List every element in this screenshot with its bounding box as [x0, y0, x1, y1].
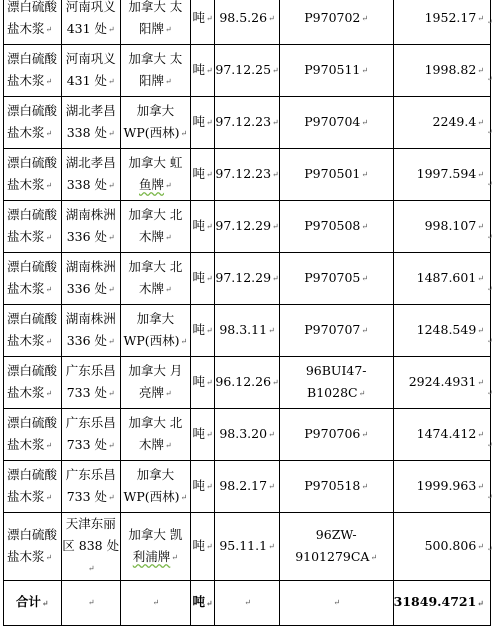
product-cell: 漂白硫酸 盐木浆↵ — [4, 461, 62, 513]
unit-text: 吨 — [192, 538, 206, 553]
brand-line-1: 加拿大 北 — [128, 259, 183, 275]
location-line-2: 336 处 — [66, 229, 108, 245]
date-cell: 97.12.25↵ — [215, 45, 279, 97]
code-text: 96ZW-9101279CA — [295, 527, 370, 564]
table-row — [4, 0, 491, 45]
row-end-marker: ↵ — [487, 180, 493, 188]
unit-cell: 吨↵ — [190, 357, 215, 409]
code-text: P970508 — [304, 218, 361, 234]
table-row — [4, 45, 491, 97]
table-row — [4, 461, 491, 513]
date-text: 98.3.20 — [219, 426, 268, 442]
location-line-2: 336 处 — [66, 281, 108, 297]
brand-line-1: 加拿大 北 — [128, 415, 183, 431]
row-end-marker: ↵ — [487, 545, 493, 553]
code-cell: 96ZW-9101279CA↵ — [279, 513, 393, 581]
product-line-1: 漂白硫酸 — [7, 363, 58, 379]
location-line-2: 733 处 — [66, 437, 108, 453]
product-cell: 漂白硫酸 盐木浆↵ — [4, 201, 62, 253]
amount-cell: 1952.17↵ — [393, 0, 490, 45]
total-amount: 31849.4721 — [393, 594, 477, 610]
total-label: 合计 — [15, 594, 41, 610]
brand-cell: 加拿大 凯 利浦牌↵ — [120, 513, 190, 581]
brand-cell: 加拿大 虹 鱼牌↵ — [120, 149, 190, 201]
code-cell: P970508↵ — [279, 201, 393, 253]
code-text: P970702 — [304, 10, 361, 26]
code-cell: P970707↵ — [279, 305, 393, 357]
product-line-2: 盐木浆 — [7, 333, 45, 349]
unit-text: 吨 — [192, 218, 206, 234]
location-cell: 湖南株洲 336 处↵ — [61, 253, 120, 305]
amount-text: 500.806 — [424, 538, 477, 553]
brand-line-2: WP(西林) — [123, 125, 180, 141]
location-line-2: 733 处 — [66, 385, 108, 401]
location-cell: 广东乐昌 733 处↵ — [61, 357, 120, 409]
brand-cell: 加拿大 太 阳牌↵ — [120, 0, 190, 45]
unit-text: 吨 — [192, 374, 206, 390]
brand-cell: 加拿大 北 木牌↵ — [120, 409, 190, 461]
location-cell: 湖南株洲 336 处↵ — [61, 201, 120, 253]
date-cell: 96.12.26↵ — [215, 357, 279, 409]
date-cell: 97.12.29↵ — [215, 201, 279, 253]
product-line-2: 盐木浆 — [7, 489, 45, 505]
product-line-2: 盐木浆 — [7, 21, 45, 37]
date-cell: 98.3.20↵ — [215, 409, 279, 461]
product-line-2: 盐木浆 — [7, 385, 45, 401]
date-cell: 97.12.29↵ — [215, 253, 279, 305]
brand-line-1: 加拿大 — [136, 103, 175, 119]
code-cell: P970501↵ — [279, 149, 393, 201]
product-cell: 漂白硫酸 盐木浆↵ — [4, 513, 62, 581]
unit-cell: 吨↵ — [190, 45, 215, 97]
location-cell: 湖北孝昌 338 处↵ — [61, 97, 120, 149]
amount-text: 1487.601 — [416, 270, 477, 286]
location-line-2: 区 838 处 — [62, 538, 120, 553]
product-cell: 漂白硫酸 盐木浆↵ — [4, 409, 62, 461]
product-line-1: 漂白硫酸 — [7, 207, 58, 223]
product-line-1: 漂白硫酸 — [7, 415, 58, 431]
brand-line-2: 鱼牌 — [139, 177, 165, 193]
product-cell: 漂白硫酸 盐木浆↵ — [4, 305, 62, 357]
brand-cell: 加拿大 WP(西林)↵ — [120, 461, 190, 513]
amount-text: 1999.963 — [416, 478, 477, 494]
brand-line-2: 利浦牌 — [132, 549, 171, 564]
row-end-marker: ↵ — [487, 337, 493, 345]
product-line-1: 漂白硫酸 — [7, 155, 58, 171]
brand-line-2: 木牌 — [139, 437, 165, 453]
product-line-2: 盐木浆 — [7, 73, 45, 89]
location-line-1: 河南巩义 — [65, 0, 116, 15]
location-line-1: 湖北孝昌 — [65, 103, 116, 119]
unit-text: 吨 — [192, 10, 206, 26]
product-line-2: 盐木浆 — [7, 125, 45, 141]
brand-line-1: 加拿大 — [136, 311, 175, 327]
product-cell: 漂白硫酸 盐木浆↵ — [4, 0, 62, 45]
product-line-2: 盐木浆 — [7, 229, 45, 245]
table-row — [4, 409, 491, 461]
brand-line-2: 阳牌 — [139, 21, 165, 37]
product-line-1: 漂白硫酸 — [7, 0, 58, 15]
code-text: P970704 — [304, 114, 361, 130]
total-row — [4, 580, 491, 625]
product-cell: 漂白硫酸 盐木浆↵ — [4, 253, 62, 305]
total-empty-cell: ↵ — [279, 580, 393, 625]
date-text: 97.12.29 — [215, 218, 272, 234]
code-cell: P970704↵ — [279, 97, 393, 149]
code-text: P970705 — [304, 270, 361, 286]
date-text: 96.12.26 — [215, 374, 272, 390]
date-cell: 95.11.1↵ — [215, 513, 279, 581]
location-line-1: 广东乐昌 — [65, 415, 116, 431]
table-row — [4, 305, 491, 357]
location-line-1: 湖南株洲 — [65, 259, 116, 275]
date-text: 98.3.11 — [219, 322, 268, 338]
code-text: P970511 — [304, 62, 361, 78]
amount-cell: 1998.82↵ — [393, 45, 490, 97]
amount-text: 2924.4931 — [408, 374, 477, 390]
unit-text: 吨 — [192, 322, 206, 338]
brand-line-1: 加拿大 太 — [128, 0, 183, 15]
date-cell: 98.5.26↵ — [215, 0, 279, 45]
total-amount-cell: 31849.4721↵ — [393, 580, 490, 625]
location-line-1: 广东乐昌 — [65, 363, 116, 379]
unit-cell: 吨↵ — [190, 513, 215, 581]
material-table — [3, 0, 491, 626]
location-line-1: 天津东丽 — [65, 516, 116, 531]
table-row — [4, 513, 491, 581]
amount-cell: 1487.601↵ — [393, 253, 490, 305]
table-row — [4, 357, 491, 409]
location-line-2: 338 处 — [66, 125, 108, 141]
row-end-marker: ↵ — [487, 75, 493, 83]
product-line-1: 漂白硫酸 — [7, 527, 58, 542]
unit-cell: 吨↵ — [190, 461, 215, 513]
unit-text: 吨 — [192, 270, 206, 286]
product-cell: 漂白硫酸 盐木浆↵ — [4, 97, 62, 149]
location-cell: 河南巩义 431 处↵ — [61, 45, 120, 97]
date-text: 97.12.29 — [215, 270, 272, 286]
location-cell: 广东乐昌 733 处↵ — [61, 461, 120, 513]
row-end-marker: ↵ — [487, 233, 493, 241]
unit-text: 吨 — [192, 114, 206, 130]
date-cell: 97.12.23↵ — [215, 149, 279, 201]
date-text: 97.12.23 — [215, 166, 272, 182]
date-cell: 97.12.23↵ — [215, 97, 279, 149]
total-empty-cell: ↵ — [61, 580, 120, 625]
table-row — [4, 201, 491, 253]
location-line-1: 湖南株洲 — [65, 311, 116, 327]
amount-text: 2249.4 — [432, 114, 477, 130]
row-end-marker: ↵ — [487, 128, 493, 136]
brand-line-2: 阳牌 — [139, 73, 165, 89]
code-text: P970518 — [304, 478, 361, 494]
amount-cell: 1248.549↵ — [393, 305, 490, 357]
product-line-1: 漂白硫酸 — [7, 311, 58, 327]
amount-cell: 2924.4931↵ — [393, 357, 490, 409]
date-text: 98.5.26 — [219, 10, 268, 26]
product-cell: 漂白硫酸 盐木浆↵ — [4, 357, 62, 409]
location-line-1: 湖北孝昌 — [65, 155, 116, 171]
code-text: P970707 — [304, 322, 361, 338]
total-unit-cell: 吨↵ — [190, 580, 215, 625]
brand-cell: 加拿大 WP(西林)↵ — [120, 305, 190, 357]
unit-cell: 吨↵ — [190, 149, 215, 201]
unit-cell: 吨↵ — [190, 201, 215, 253]
code-cell: P970705↵ — [279, 253, 393, 305]
brand-line-2: WP(西林) — [123, 333, 180, 349]
location-line-1: 河南巩义 — [65, 51, 116, 67]
location-line-2: 336 处 — [66, 333, 108, 349]
amount-cell: 500.806↵ — [393, 513, 490, 581]
amount-cell: 1474.412↵ — [393, 409, 490, 461]
product-line-1: 漂白硫酸 — [7, 103, 58, 119]
total-unit: 吨 — [192, 594, 206, 610]
product-line-2: 盐木浆 — [7, 281, 45, 297]
brand-cell: 加拿大 太 阳牌↵ — [120, 45, 190, 97]
amount-text: 1474.412 — [416, 426, 477, 442]
unit-cell: 吨↵ — [190, 97, 215, 149]
unit-text: 吨 — [192, 62, 206, 78]
date-cell: 98.2.17↵ — [215, 461, 279, 513]
location-cell: 湖北孝昌 338 处↵ — [61, 149, 120, 201]
unit-cell: 吨↵ — [190, 0, 215, 45]
location-line-1: 广东乐昌 — [65, 467, 116, 483]
brand-line-1: 加拿大 — [136, 467, 175, 483]
date-text: 98.2.17 — [219, 478, 268, 494]
table-row — [4, 97, 491, 149]
product-cell: 漂白硫酸 盐木浆↵ — [4, 149, 62, 201]
code-text: 96BUI47-B1028C — [305, 363, 367, 401]
amount-cell: 2249.4↵ — [393, 97, 490, 149]
unit-cell: 吨↵ — [190, 409, 215, 461]
row-end-marker: ↵ — [487, 389, 493, 397]
product-line-2: 盐木浆 — [7, 177, 45, 193]
brand-line-2: WP(西林) — [123, 489, 180, 505]
location-line-2: 431 处 — [66, 73, 108, 89]
table-row — [4, 253, 491, 305]
table-row — [4, 149, 491, 201]
amount-text: 1998.82 — [424, 62, 477, 78]
amount-text: 1997.594 — [416, 166, 477, 182]
unit-cell: 吨↵ — [190, 253, 215, 305]
total-empty-cell: ↵ — [215, 580, 279, 625]
brand-cell: 加拿大 WP(西林)↵ — [120, 97, 190, 149]
brand-line-2: 木牌 — [139, 281, 165, 297]
product-line-2: 盐木浆 — [7, 437, 45, 453]
location-line-2: 431 处 — [66, 21, 108, 37]
brand-line-1: 加拿大 太 — [128, 51, 183, 67]
date-cell: 98.3.11↵ — [215, 305, 279, 357]
brand-line-2: 亮牌 — [139, 385, 165, 401]
product-line-1: 漂白硫酸 — [7, 259, 58, 275]
unit-text: 吨 — [192, 478, 206, 494]
location-cell: 河南巩义 431 处↵ — [61, 0, 120, 45]
code-text: P970501 — [304, 166, 361, 182]
date-text: 97.12.25 — [215, 62, 272, 78]
row-end-marker: ↵ — [487, 18, 493, 26]
row-end-marker: ↵ — [487, 285, 493, 293]
location-cell: 湖南株洲 336 处↵ — [61, 305, 120, 357]
unit-text: 吨 — [192, 426, 206, 442]
brand-cell: 加拿大 北 木牌↵ — [120, 201, 190, 253]
brand-line-1: 加拿大 虹 — [128, 155, 183, 171]
brand-line-1: 加拿大 月 — [128, 363, 183, 379]
location-line-2: 338 处 — [66, 177, 108, 193]
code-text: P970706 — [304, 426, 361, 442]
product-line-2: 盐木浆 — [7, 549, 45, 564]
amount-cell: 1997.594↵ — [393, 149, 490, 201]
product-cell: 漂白硫酸 盐木浆↵ — [4, 45, 62, 97]
total-empty-cell: ↵ — [120, 580, 190, 625]
brand-cell: 加拿大 月 亮牌↵ — [120, 357, 190, 409]
location-cell: 广东乐昌 733 处↵ — [61, 409, 120, 461]
unit-cell: 吨↵ — [190, 305, 215, 357]
brand-line-1: 加拿大 凯 — [128, 527, 183, 542]
row-end-marker: ↵ — [487, 441, 493, 449]
brand-line-1: 加拿大 北 — [128, 207, 183, 223]
row-end-marker: ↵ — [487, 493, 493, 501]
amount-text: 1952.17 — [424, 10, 477, 26]
code-cell: P970706↵ — [279, 409, 393, 461]
location-cell: 天津东丽 区 838 处↵ — [61, 513, 120, 581]
brand-cell: 加拿大 北 木牌↵ — [120, 253, 190, 305]
amount-text: 1248.549 — [416, 322, 477, 338]
total-label-cell: 合计↵ — [4, 580, 62, 625]
location-line-1: 湖南株洲 — [65, 207, 116, 223]
date-text: 97.12.23 — [215, 114, 272, 130]
amount-text: 998.107 — [424, 218, 477, 234]
unit-text: 吨 — [192, 166, 206, 182]
location-line-2: 733 处 — [66, 489, 108, 505]
product-line-1: 漂白硫酸 — [7, 467, 58, 483]
brand-line-2: 木牌 — [139, 229, 165, 245]
date-text: 95.11.1 — [219, 538, 268, 553]
code-cell: P970702↵ — [279, 0, 393, 45]
product-line-1: 漂白硫酸 — [7, 51, 58, 67]
amount-cell: 998.107↵ — [393, 201, 490, 253]
code-cell: P970518↵ — [279, 461, 393, 513]
amount-cell: 1999.963↵ — [393, 461, 490, 513]
code-cell: P970511↵ — [279, 45, 393, 97]
code-cell: 96BUI47-B1028C↵ — [279, 357, 393, 409]
